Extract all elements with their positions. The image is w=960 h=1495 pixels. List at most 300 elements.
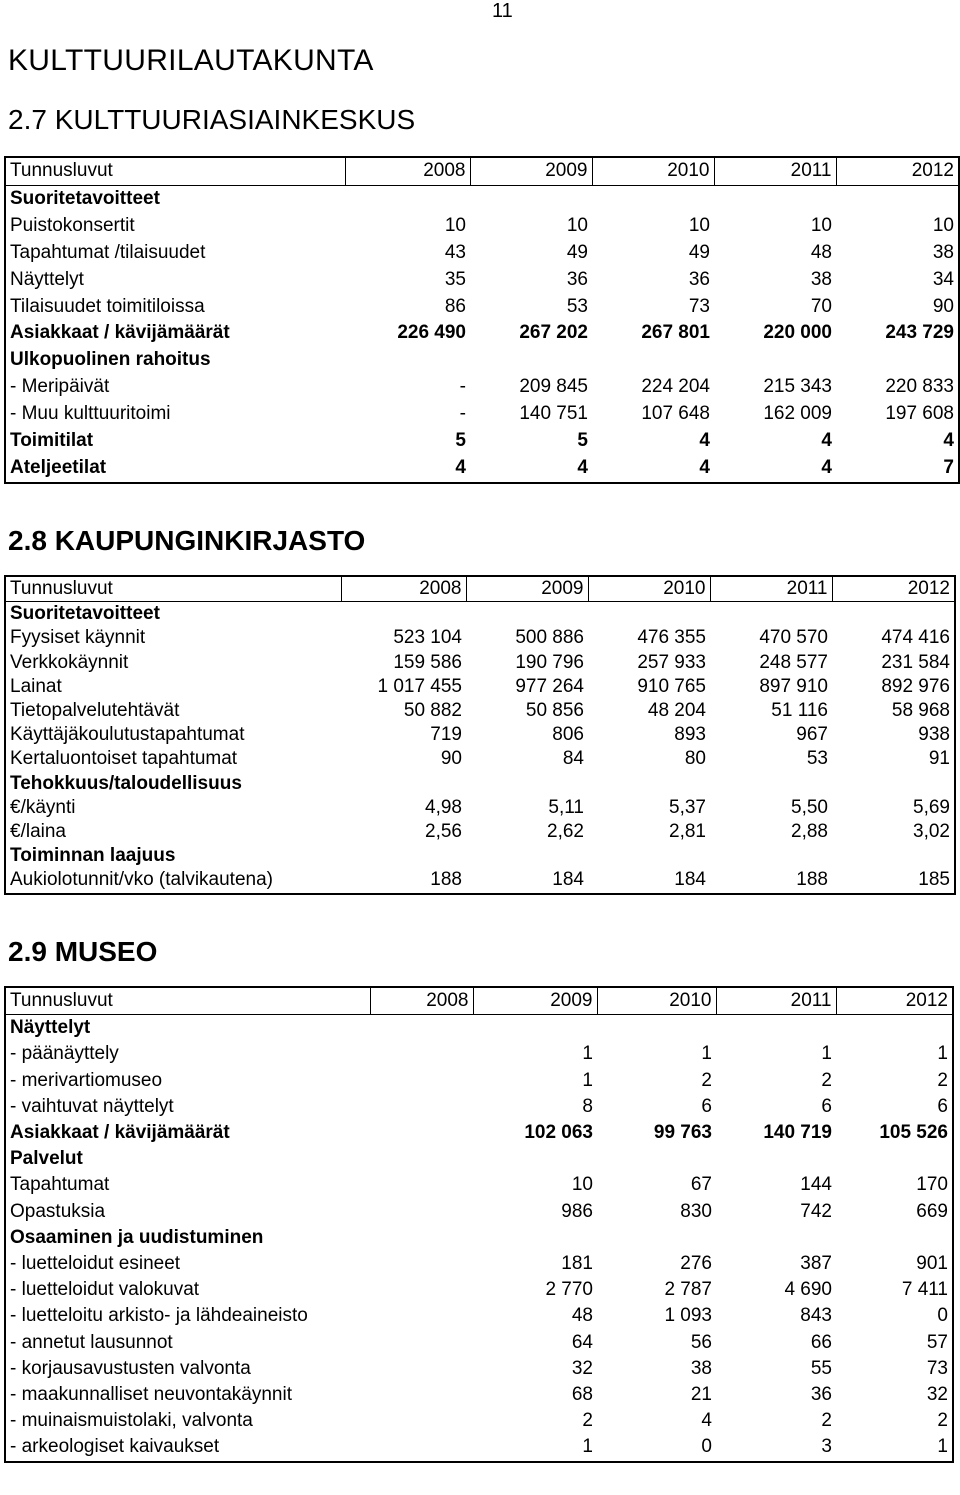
cell-value: 10: [688, 214, 710, 236]
cell-value: 1 017 455: [377, 675, 462, 697]
column-header-year: 2012: [836, 157, 959, 185]
cell-value: 276: [680, 1253, 712, 1275]
table-row: [5, 1068, 953, 1094]
row-label: Asiakkaat / kävijämäärät: [10, 322, 230, 344]
cell-value: 4: [699, 456, 710, 478]
row-label: - luetteloidut valokuvat: [10, 1279, 200, 1301]
table-row: [5, 240, 959, 267]
column-header-label: Tunnusluvut: [5, 157, 345, 185]
cell-value: [714, 347, 836, 374]
row-label: Palvelut: [10, 1148, 83, 1170]
cell-value: 1 093: [664, 1305, 712, 1327]
cell-value: 67: [690, 1174, 712, 1196]
cell-value: 10: [444, 214, 466, 236]
cell-value: 170: [916, 1174, 948, 1196]
cell-value: 2: [937, 1069, 948, 1091]
table-row: [5, 675, 955, 699]
cell-value: 48 204: [647, 700, 706, 722]
cell-value: 476 355: [637, 627, 706, 649]
cell-value: 209 845: [519, 376, 588, 398]
cell-value: 188: [430, 869, 462, 891]
table-header-row: [5, 987, 953, 1015]
cell-value: 742: [800, 1200, 832, 1222]
cell-value: 185: [918, 869, 950, 891]
cell-value: [370, 1041, 473, 1067]
table-row: [5, 320, 959, 347]
cell-value: 523 104: [393, 627, 462, 649]
column-header-year: 2011: [714, 157, 836, 185]
table-row: [5, 1434, 953, 1461]
table-row: [5, 844, 955, 868]
cell-value: 35: [444, 268, 466, 290]
cell-value: 2: [937, 1410, 948, 1432]
table-row: [5, 401, 959, 428]
cell-value: [836, 1015, 953, 1042]
cell-value: [592, 185, 714, 212]
cell-value: 5,37: [669, 796, 706, 818]
cell-value: [370, 1356, 473, 1382]
column-header-year: 2010: [597, 987, 716, 1015]
cell-value: [832, 602, 955, 627]
row-label: - maakunnalliset neuvontakäynnit: [10, 1384, 293, 1406]
cell-value: 5: [455, 430, 466, 452]
row-label: - Meripäivät: [10, 376, 110, 398]
cell-value: 90: [932, 295, 954, 317]
table-row: [5, 1330, 953, 1356]
column-header-year: 2008: [345, 157, 470, 185]
cell-value: 68: [571, 1384, 593, 1406]
table-row: [5, 428, 959, 455]
cell-value: 843: [800, 1305, 832, 1327]
cell-value: [370, 1330, 473, 1356]
cell-value: 4,98: [425, 796, 462, 818]
cell-value: 80: [684, 748, 706, 770]
row-label: Tilaisuudet toimitiloissa: [10, 295, 205, 317]
cell-value: 7: [943, 456, 954, 478]
table-header-row: [5, 157, 959, 185]
cell-value: [370, 1094, 473, 1120]
cell-value: 470 570: [759, 627, 828, 649]
cell-value: 901: [916, 1253, 948, 1275]
row-label: €/laina: [10, 821, 66, 843]
cell-value: 267 801: [641, 322, 710, 344]
table-row: [5, 1015, 953, 1042]
cell-value: 387: [800, 1253, 832, 1275]
cell-value: 2: [821, 1069, 832, 1091]
row-label: Käyttäjäkoulutustapahtumat: [10, 724, 245, 746]
row-label: Tehokkuus/taloudellisuus: [10, 772, 242, 794]
cell-value: [370, 1382, 473, 1408]
column-header-year: 2011: [716, 987, 836, 1015]
cell-value: 2: [821, 1410, 832, 1432]
cell-value: [370, 1120, 473, 1146]
row-label: Verkkokäynnit: [10, 651, 129, 673]
cell-value: 4: [943, 430, 954, 452]
cell-value: 226 490: [397, 322, 466, 344]
row-label: - luetteloitu arkisto- ja lähdeaineisto: [10, 1305, 308, 1327]
row-label: Fyysiset käynnit: [10, 627, 146, 649]
row-label: Aukiolotunnit/vko (talvikautena): [10, 869, 273, 891]
cell-value: 53: [566, 295, 588, 317]
cell-value: [832, 844, 955, 868]
cell-value: 1: [701, 1043, 712, 1065]
row-label: Kertaluontoiset tapahtumat: [10, 748, 238, 770]
cell-value: [714, 185, 836, 212]
cell-value: [370, 1068, 473, 1094]
cell-value: 73: [926, 1357, 948, 1379]
cell-value: 70: [810, 295, 832, 317]
table-row: [5, 1146, 953, 1172]
cell-value: [832, 772, 955, 796]
cell-value: 56: [690, 1331, 712, 1353]
cell-value: 36: [566, 268, 588, 290]
cell-value: [592, 347, 714, 374]
cell-value: 719: [430, 724, 462, 746]
cell-value: [473, 1225, 597, 1251]
column-header-year: 2010: [588, 576, 710, 602]
cell-value: [470, 347, 592, 374]
section-title: 2.9 MUSEO: [8, 936, 158, 967]
cell-value: [836, 185, 959, 212]
cell-value: [345, 347, 470, 374]
row-label: Toimitilat: [10, 430, 94, 452]
row-label: Tapahtumat: [10, 1174, 110, 1196]
cell-value: 2,81: [669, 821, 706, 843]
cell-value: 73: [688, 295, 710, 317]
cell-value: [466, 602, 588, 627]
row-label: - Muu kulttuuritoimi: [10, 403, 171, 425]
cell-value: [466, 772, 588, 796]
stats-table-kaupunginkirjasto: [4, 575, 956, 895]
cell-value: 86: [444, 295, 466, 317]
cell-value: [370, 1303, 473, 1329]
row-label: Ulkopuolinen rahoitus: [10, 349, 211, 371]
table-row: [5, 626, 955, 650]
cell-value: 188: [796, 869, 828, 891]
cell-value: 144: [800, 1174, 832, 1196]
cell-value: 50 882: [403, 700, 462, 722]
row-label: Näyttelyt: [10, 268, 84, 290]
cell-value: [473, 1146, 597, 1172]
cell-value: 57: [926, 1331, 948, 1353]
table-row: [5, 1303, 953, 1329]
cell-value: 4: [455, 456, 466, 478]
row-label: - arkeologiset kaivaukset: [10, 1436, 220, 1458]
table-row: [5, 213, 959, 240]
cell-value: 830: [680, 1200, 712, 1222]
cell-value: 3: [821, 1436, 832, 1458]
table-row: [5, 347, 959, 374]
table-row: [5, 1225, 953, 1251]
row-label: - vaihtuvat näyttelyt: [10, 1095, 174, 1117]
table-row: [5, 1277, 953, 1303]
row-label: Ateljeetilat: [10, 456, 107, 478]
table-row: [5, 294, 959, 321]
column-header-label: Tunnusluvut: [5, 987, 370, 1015]
cell-value: 6: [937, 1095, 948, 1117]
column-header-year: 2009: [466, 576, 588, 602]
table-row: [5, 602, 955, 627]
table-row: [5, 1382, 953, 1408]
cell-value: [710, 844, 832, 868]
cell-value: 910 765: [637, 675, 706, 697]
cell-value: 3,02: [913, 821, 950, 843]
cell-value: [345, 185, 470, 212]
cell-value: 977 264: [515, 675, 584, 697]
cell-value: [597, 1146, 716, 1172]
table-row: [5, 747, 955, 771]
cell-value: 197 608: [885, 403, 954, 425]
table-row: [5, 868, 955, 893]
main-title: KULTTUURILAUTAKUNTA: [8, 44, 374, 77]
cell-value: [470, 185, 592, 212]
cell-value: 10: [932, 214, 954, 236]
cell-value: 48: [810, 241, 832, 263]
column-header-year: 2008: [370, 987, 473, 1015]
table-row: [5, 1408, 953, 1434]
cell-value: 2,88: [791, 821, 828, 843]
cell-value: 32: [571, 1357, 593, 1379]
cell-value: 4 690: [784, 1279, 832, 1301]
cell-value: [710, 772, 832, 796]
cell-value: 5: [577, 430, 588, 452]
column-header-year: 2009: [470, 157, 592, 185]
cell-value: 1: [582, 1069, 593, 1091]
row-label: Asiakkaat / kävijämäärät: [10, 1122, 230, 1144]
column-header-year: 2011: [710, 576, 832, 602]
cell-value: [716, 1146, 836, 1172]
cell-value: 215 343: [763, 376, 832, 398]
cell-value: 102 063: [524, 1122, 593, 1144]
row-label: Opastuksia: [10, 1200, 106, 1222]
column-header-year: 2012: [836, 987, 953, 1015]
cell-value: 474 416: [881, 627, 950, 649]
cell-value: 5,50: [791, 796, 828, 818]
cell-value: [370, 1199, 473, 1225]
row-label: - merivartiomuseo: [10, 1069, 163, 1091]
cell-value: [473, 1015, 597, 1042]
cell-value: 50 856: [525, 700, 584, 722]
cell-value: 2,56: [425, 821, 462, 843]
cell-value: 10: [571, 1174, 593, 1196]
cell-value: 43: [444, 241, 466, 263]
cell-value: 6: [701, 1095, 712, 1117]
cell-value: 220 833: [885, 376, 954, 398]
cell-value: [370, 1015, 473, 1042]
cell-value: [716, 1015, 836, 1042]
cell-value: [836, 1225, 953, 1251]
row-label: Puistokonsertit: [10, 214, 135, 236]
row-label: Suoritetavoitteet: [10, 187, 160, 209]
cell-value: 0: [701, 1436, 712, 1458]
cell-value: 91: [928, 748, 950, 770]
table-row: [5, 1094, 953, 1120]
cell-value: 2 787: [664, 1279, 712, 1301]
table-row: [5, 699, 955, 723]
cell-value: 806: [552, 724, 584, 746]
cell-value: 51 116: [771, 700, 828, 722]
cell-value: 2: [701, 1069, 712, 1091]
cell-value: 49: [566, 241, 588, 263]
column-header-year: 2009: [473, 987, 597, 1015]
cell-value: 84: [562, 748, 584, 770]
cell-value: [370, 1251, 473, 1277]
cell-value: 4: [821, 430, 832, 452]
cell-value: 32: [926, 1384, 948, 1406]
cell-value: 53: [806, 748, 828, 770]
cell-value: 8: [582, 1095, 593, 1117]
table-row: [5, 267, 959, 294]
section-title: 2.7 KULTTUURIASIAINKESKUS: [8, 104, 416, 135]
cell-value: [466, 844, 588, 868]
cell-value: [710, 602, 832, 627]
cell-value: 181: [561, 1253, 593, 1275]
stats-table-museo: [4, 986, 954, 1463]
cell-value: 2 770: [545, 1279, 593, 1301]
cell-value: [341, 844, 466, 868]
row-label: - korjausavustusten valvonta: [10, 1357, 251, 1379]
table-row: [5, 455, 959, 483]
table-row: [5, 820, 955, 844]
cell-value: 1: [937, 1436, 948, 1458]
cell-value: 1: [582, 1043, 593, 1065]
row-label: Tapahtumat /tilaisuudet: [10, 241, 206, 263]
cell-value: 90: [440, 748, 462, 770]
cell-value: 267 202: [519, 322, 588, 344]
cell-value: 1: [582, 1436, 593, 1458]
cell-value: 38: [932, 241, 954, 263]
column-header-year: 2010: [592, 157, 714, 185]
cell-value: 162 009: [763, 403, 832, 425]
cell-value: 140 719: [763, 1122, 832, 1144]
cell-value: [341, 772, 466, 796]
cell-value: -: [459, 376, 466, 398]
cell-value: 7 411: [901, 1279, 948, 1301]
cell-value: [370, 1434, 473, 1461]
cell-value: 58 968: [891, 700, 950, 722]
cell-value: 107 648: [641, 403, 710, 425]
cell-value: 184: [552, 869, 584, 891]
cell-value: 21: [690, 1384, 712, 1406]
cell-value: [588, 844, 710, 868]
cell-value: [836, 347, 959, 374]
row-label: Suoritetavoitteet: [10, 603, 160, 625]
row-label: Näyttelyt: [10, 1017, 91, 1039]
cell-value: 893: [674, 724, 706, 746]
cell-value: 967: [796, 724, 828, 746]
table-row: [5, 374, 959, 401]
cell-value: 38: [810, 268, 832, 290]
table-row: [5, 772, 955, 796]
cell-value: [588, 772, 710, 796]
cell-value: -: [459, 403, 466, 425]
cell-value: 99 763: [653, 1122, 712, 1144]
cell-value: 4: [821, 456, 832, 478]
cell-value: [370, 1408, 473, 1434]
cell-value: [836, 1146, 953, 1172]
cell-value: [370, 1277, 473, 1303]
cell-value: [341, 602, 466, 627]
row-label: Tietopalvelutehtävät: [10, 700, 180, 722]
cell-value: [597, 1225, 716, 1251]
cell-value: [370, 1172, 473, 1198]
row-label: Toiminnan laajuus: [10, 845, 176, 867]
table-row: [5, 1041, 953, 1067]
row-label: Osaaminen ja uudistuminen: [10, 1226, 264, 1248]
cell-value: 36: [688, 268, 710, 290]
row-label: €/käynti: [10, 796, 76, 818]
row-label: - päänäyttely: [10, 1043, 119, 1065]
cell-value: 257 933: [637, 651, 706, 673]
cell-value: 105 526: [879, 1122, 948, 1144]
table-header-row: [5, 576, 955, 602]
column-header-year: 2012: [832, 576, 955, 602]
cell-value: 0: [937, 1305, 948, 1327]
cell-value: [370, 1225, 473, 1251]
cell-value: 500 886: [515, 627, 584, 649]
cell-value: 34: [932, 268, 954, 290]
row-label: Lainat: [10, 675, 62, 697]
cell-value: 190 796: [515, 651, 584, 673]
cell-value: 184: [674, 869, 706, 891]
row-label: - muinaismuistolaki, valvonta: [10, 1410, 253, 1432]
cell-value: 64: [571, 1331, 593, 1353]
cell-value: 5,69: [913, 796, 950, 818]
cell-value: 2,62: [547, 821, 584, 843]
cell-value: 10: [566, 214, 588, 236]
cell-value: 5,11: [548, 796, 584, 818]
cell-value: 986: [561, 1200, 593, 1222]
table-row: [5, 185, 959, 212]
page-number: 11: [492, 0, 513, 22]
cell-value: 938: [918, 724, 950, 746]
row-label: - annetut lausunnot: [10, 1331, 173, 1353]
table-row: [5, 651, 955, 675]
cell-value: [597, 1015, 716, 1042]
cell-value: 220 000: [763, 322, 832, 344]
cell-value: 49: [688, 241, 710, 263]
table-row: [5, 1120, 953, 1146]
table-row: [5, 1172, 953, 1198]
table-row: [5, 723, 955, 747]
cell-value: 38: [690, 1357, 712, 1379]
section-title: 2.8 KAUPUNGINKIRJASTO: [8, 525, 366, 556]
table-row: [5, 1356, 953, 1382]
table-row: [5, 1199, 953, 1225]
cell-value: 6: [821, 1095, 832, 1117]
cell-value: 55: [810, 1357, 832, 1379]
cell-value: 1: [937, 1043, 948, 1065]
cell-value: 897 910: [759, 675, 828, 697]
cell-value: 10: [810, 214, 832, 236]
cell-value: 48: [571, 1305, 593, 1327]
column-header-year: 2008: [341, 576, 466, 602]
cell-value: [588, 602, 710, 627]
stats-table-kulttuuriasiainkeskus: [4, 156, 960, 484]
cell-value: 224 204: [641, 376, 710, 398]
cell-value: 669: [916, 1200, 948, 1222]
table-row: [5, 796, 955, 820]
cell-value: 248 577: [759, 651, 828, 673]
cell-value: 36: [810, 1384, 832, 1406]
cell-value: 892 976: [881, 675, 950, 697]
cell-value: 1: [821, 1043, 832, 1065]
row-label: - luetteloidut esineet: [10, 1253, 181, 1275]
cell-value: [370, 1146, 473, 1172]
cell-value: 243 729: [885, 322, 954, 344]
cell-value: 140 751: [519, 403, 588, 425]
cell-value: 2: [582, 1410, 593, 1432]
